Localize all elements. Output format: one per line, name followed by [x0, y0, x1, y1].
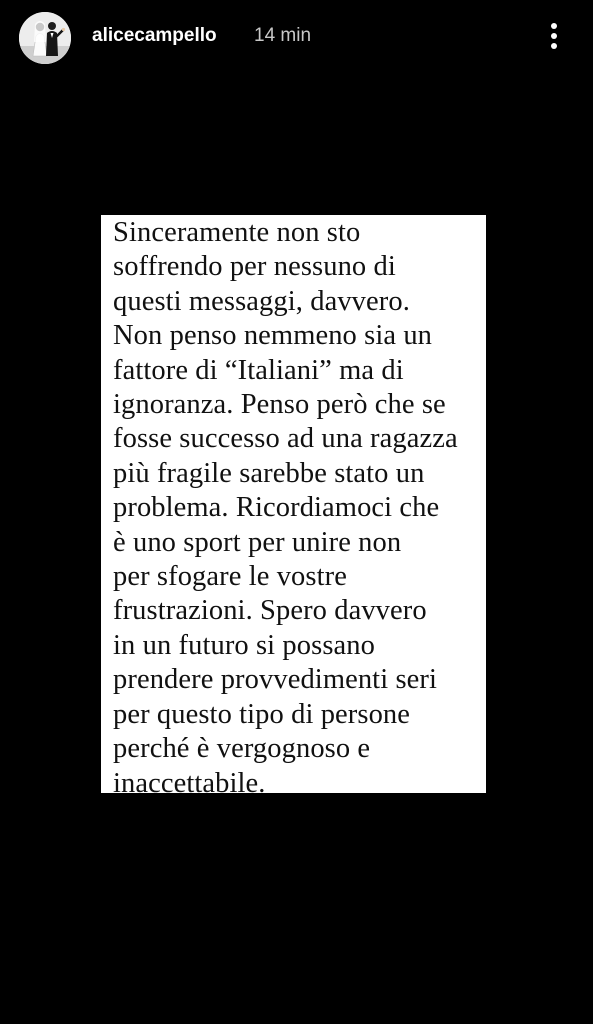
story-text-line: inaccettabile. — [113, 767, 266, 799]
story-text-line: perché è vergognoso e — [113, 733, 371, 765]
text-card — [101, 215, 486, 799]
story-text-line: per sfogare le vostre — [113, 561, 347, 593]
story-text-line: Sinceramente non sto — [113, 217, 361, 248]
story-text-line: più fragile sarebbe stato un — [113, 457, 425, 489]
story-timestamp: 14 min — [254, 25, 312, 46]
story-text-line: frustrazioni. Spero davvero — [113, 595, 427, 627]
story-text-line: per questo tipo di persone — [113, 698, 411, 730]
profile-photo-icon — [19, 12, 71, 64]
story-text-line: ignoranza. Penso però che se — [113, 389, 446, 421]
story-text-line: soffrendo per nessuno di — [113, 251, 396, 283]
avatar[interactable] — [19, 12, 71, 64]
story-text-line: è uno sport per unire non — [113, 526, 402, 558]
story-text-line: problema. Ricordiamoci che — [113, 492, 440, 524]
story-text-line: fattore di “Italiani” ma di — [113, 354, 404, 386]
story-text — [113, 216, 476, 801]
story-text-line: in un futuro si possano — [113, 629, 375, 661]
story-text-line: questi messaggi, davvero. — [113, 285, 410, 317]
vertical-ellipsis-icon[interactable] — [540, 18, 568, 54]
story-text-line: prendere provvedimenti seri — [113, 664, 437, 696]
username[interactable]: alicecampello — [92, 25, 217, 46]
story-header — [0, 0, 593, 72]
story-text-line: Non penso nemmeno sia un — [113, 320, 433, 352]
story-text-line: fosse successo ad una ragazza — [113, 423, 458, 455]
